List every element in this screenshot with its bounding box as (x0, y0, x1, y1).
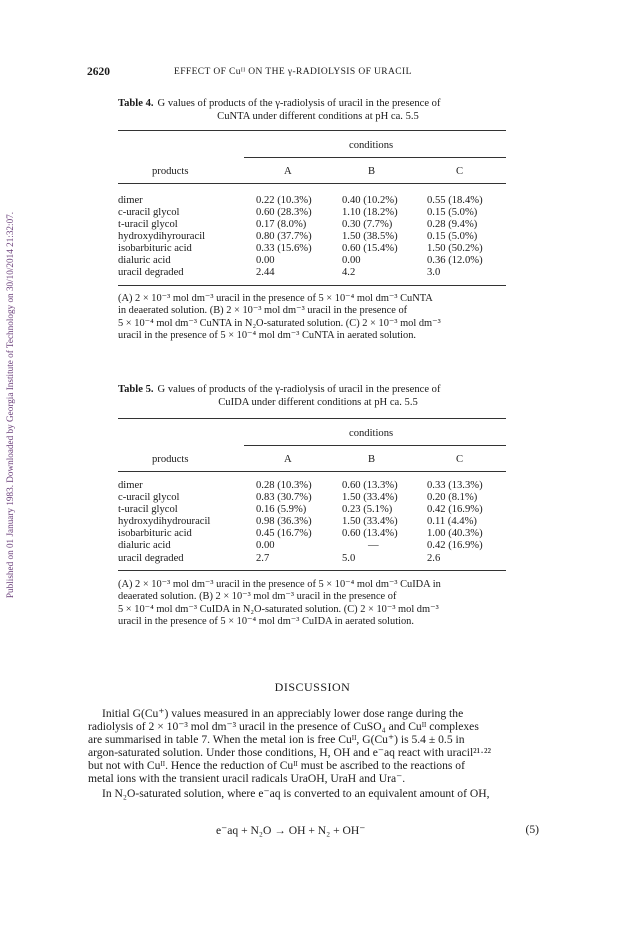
page-header (0, 66, 625, 82)
table5-top-rule (118, 418, 506, 419)
table5-value-B: 0.23 (5.1%) (342, 504, 393, 515)
table5-footnote-line: (A) 2 × 10⁻³ mol dm⁻³ uracil in the presence of 5 × 10⁻⁴ mol dm⁻³ CuIDA in (118, 579, 441, 590)
running-head: EFFECT OF Cuᴵᴵ ON THE γ-RADIOLYSIS OF URACIL (174, 67, 412, 77)
table5-value-B: 0.60 (13.4%) (342, 528, 398, 539)
table5-product: hydroxydihydrouracil (118, 516, 211, 527)
table4-header-A: A (284, 166, 292, 177)
discussion-line: metal ions with the transient uracil radicals UraOH, UraH and Ura⁻. (88, 772, 406, 785)
table5-header-B: B (368, 454, 376, 465)
table5-caption (118, 384, 518, 409)
table4-footnote-line: 5 × 10⁻⁴ mol dm⁻³ CuNTA in N₂O-saturated solution. (C) 2 × 10⁻³ mol dm⁻³ (118, 317, 441, 329)
download-watermark (3, 110, 17, 700)
table4-bottom-rule (118, 285, 506, 286)
table5-product: dimer (118, 480, 143, 491)
equation-number: (5) (525, 823, 539, 836)
table4-value-C: 0.28 (9.4%) (427, 219, 478, 230)
table4-value-B: 0.40 (10.2%) (342, 195, 398, 206)
table5-product: isobarbituric acid (118, 528, 192, 539)
table4-value-B: 1.10 (18.2%) (342, 207, 398, 218)
table4-conditions-rule (244, 157, 506, 158)
table4-value-C: 0.15 (5.0%) (427, 207, 478, 218)
table5-product: t-uracil glycol (118, 504, 178, 515)
table5-header-A: A (284, 454, 292, 465)
table5-caption-line2: CuIDA under different conditions at pH ca. 5.5 (218, 396, 418, 408)
equation: e⁻aq + N₂O → OH + N₂ + OH⁻ (216, 824, 366, 837)
table5-header-C: C (456, 454, 464, 465)
table4-value-B: 0.30 (7.7%) (342, 219, 393, 230)
discussion-line: argon-saturated solution. Under those conditions, H, OH and e⁻aq react with uracil²¹·²² (88, 746, 491, 759)
discussion-heading: DISCUSSION (274, 680, 351, 694)
table4-value-A: 0.60 (28.3%) (256, 207, 312, 218)
table4-value-B: 0.60 (15.4%) (342, 243, 398, 254)
table4-value-A: 0.22 (10.3%) (256, 195, 312, 206)
table4-caption (118, 98, 518, 123)
table4-value-B: 0.00 (342, 255, 361, 266)
table4-value-C: 3.0 (427, 267, 441, 278)
table4-value-A: 2.44 (256, 267, 275, 278)
table4-label: Table 4. (118, 98, 154, 109)
table4-value-C: 0.55 (18.4%) (427, 195, 483, 206)
table5-footnote-line: uracil in the presence of 5 × 10⁻⁴ mol dm⁻³ CuIDA in aerated solution. (118, 615, 414, 627)
table4-value-A: 0.00 (256, 255, 275, 266)
table4-header-products: products (152, 166, 189, 177)
table4-caption-line2: CuNTA under different conditions at pH ca. 5.5 (217, 110, 419, 122)
table4-product: uracil degraded (118, 267, 184, 278)
table4-caption-line1: G values of products of the γ-radiolysis of uracil in the presence of (157, 98, 441, 109)
table4-value-A: 0.33 (15.6%) (256, 243, 312, 254)
table5-value-C: 0.33 (13.3%) (427, 480, 483, 491)
discussion-paragraph (88, 787, 540, 800)
table5-footnote (118, 579, 508, 628)
table4-product: dimer (118, 195, 143, 206)
table5-label: Table 5. (118, 384, 154, 395)
table5-value-A: 2.7 (256, 553, 270, 564)
table5-value-C: 2.6 (427, 553, 441, 564)
table4-footnote-line: in deaerated solution. (B) 2 × 10⁻³ mol dm⁻³ uracil in the presence of (118, 305, 408, 317)
table4-header-C: C (456, 166, 464, 177)
table4-value-B: 4.2 (342, 267, 356, 278)
table4-header-B: B (368, 166, 376, 177)
table4-value-A: 0.17 (8.0%) (256, 219, 307, 230)
table4-product: isobarbituric acid (118, 243, 192, 254)
table5-value-B: 1.50 (33.4%) (342, 516, 398, 527)
table4-value-C: 0.15 (5.0%) (427, 231, 478, 242)
discussion-line: Initial G(Cu⁺) values measured in an appreciably lower dose range during the (102, 707, 464, 720)
table4-value-B: 1.50 (38.5%) (342, 231, 398, 242)
table5-product: dialuric acid (118, 540, 171, 551)
discussion-line: are summarised in table 7. When the metal ion is free Cuᴵᴵ, G(Cu⁺) is 5.4 ± 0.5 in (88, 733, 465, 746)
table5-conditions-header: conditions (349, 428, 394, 439)
table4-top-rule (118, 130, 506, 131)
table5-bottom-rule (118, 570, 506, 571)
table5-value-C: 0.11 (4.4%) (427, 516, 477, 527)
table5-value-A: 0.28 (10.3%) (256, 480, 312, 491)
table4-value-C: 1.50 (50.2%) (427, 243, 483, 254)
table4-conditions-header: conditions (349, 140, 394, 151)
table4-product: dialuric acid (118, 255, 171, 266)
table4-value-A: 0.80 (37.7%) (256, 231, 312, 242)
table4-product: c-uracil glycol (118, 207, 180, 218)
table5-value-A: 0.45 (16.7%) (256, 528, 312, 539)
table5-value-C: 1.00 (40.3%) (427, 528, 483, 539)
table5-value-A: 0.98 (36.3%) (256, 516, 312, 527)
table5-product: uracil degraded (118, 553, 184, 564)
discussion-line: but not with Cuᴵᴵ. Hence the reduction of Cuᴵᴵ must be ascribed to the reactions of (88, 759, 465, 772)
discussion-line: In N₂O-saturated solution, where e⁻aq is converted to an equivalent amount of OH, (102, 787, 490, 800)
table5-value-B: 0.60 (13.3%) (342, 480, 398, 491)
table5-header-products: products (152, 454, 189, 465)
table5-value-A: 0.00 (256, 540, 275, 551)
table4-footnote (118, 293, 508, 342)
table5-value-B: 1.50 (33.4%) (342, 492, 398, 503)
table4-product: hydroxydihyrouracil (118, 231, 206, 242)
table5-value-A: 0.83 (30.7%) (256, 492, 312, 503)
table4-footnote-line: uracil in the presence of 5 × 10⁻⁴ mol dm⁻³ CuNTA in aerated solution. (118, 329, 417, 341)
table5-value-B: 5.0 (342, 553, 356, 564)
table5-footnote-line: 5 × 10⁻⁴ mol dm⁻³ CuIDA in N₂O-saturated solution. (C) 2 × 10⁻³ mol dm⁻³ (118, 603, 439, 615)
table5-value-C: 0.20 (8.1%) (427, 492, 478, 503)
table4-value-C: 0.36 (12.0%) (427, 255, 483, 266)
table5-conditions-rule (244, 445, 506, 446)
table4-footnote-line: (A) 2 × 10⁻³ mol dm⁻³ uracil in the presence of 5 × 10⁻⁴ mol dm⁻³ CuNTA (118, 293, 433, 304)
table5-value-B: — (368, 540, 379, 551)
table5-footnote-line: deaerated solution. (B) 2 × 10⁻³ mol dm⁻³ uracil in the presence of (118, 591, 397, 603)
discussion-line: radiolysis of 2 × 10⁻³ mol dm⁻³ uracil in the presence of CuSO₄ and Cuᴵᴵ complexes (88, 720, 479, 733)
table5-header-rule (118, 471, 506, 472)
table4-header-rule (118, 183, 506, 184)
table5-value-C: 0.42 (16.9%) (427, 504, 483, 515)
download-notice: Published on 01 January 1983. Downloaded by Georgia Institute of Technology on 30/10/2014 21:32:07. (5, 211, 15, 599)
page-number: 2620 (87, 66, 110, 78)
table5-product: c-uracil glycol (118, 492, 180, 503)
discussion-paragraph (88, 707, 540, 785)
table5-value-A: 0.16 (5.9%) (256, 504, 307, 515)
table5-value-C: 0.42 (16.9%) (427, 540, 483, 551)
table5-caption-line1: G values of products of the γ-radiolysis of uracil in the presence of (157, 384, 441, 395)
table4-product: t-uracil glycol (118, 219, 178, 230)
